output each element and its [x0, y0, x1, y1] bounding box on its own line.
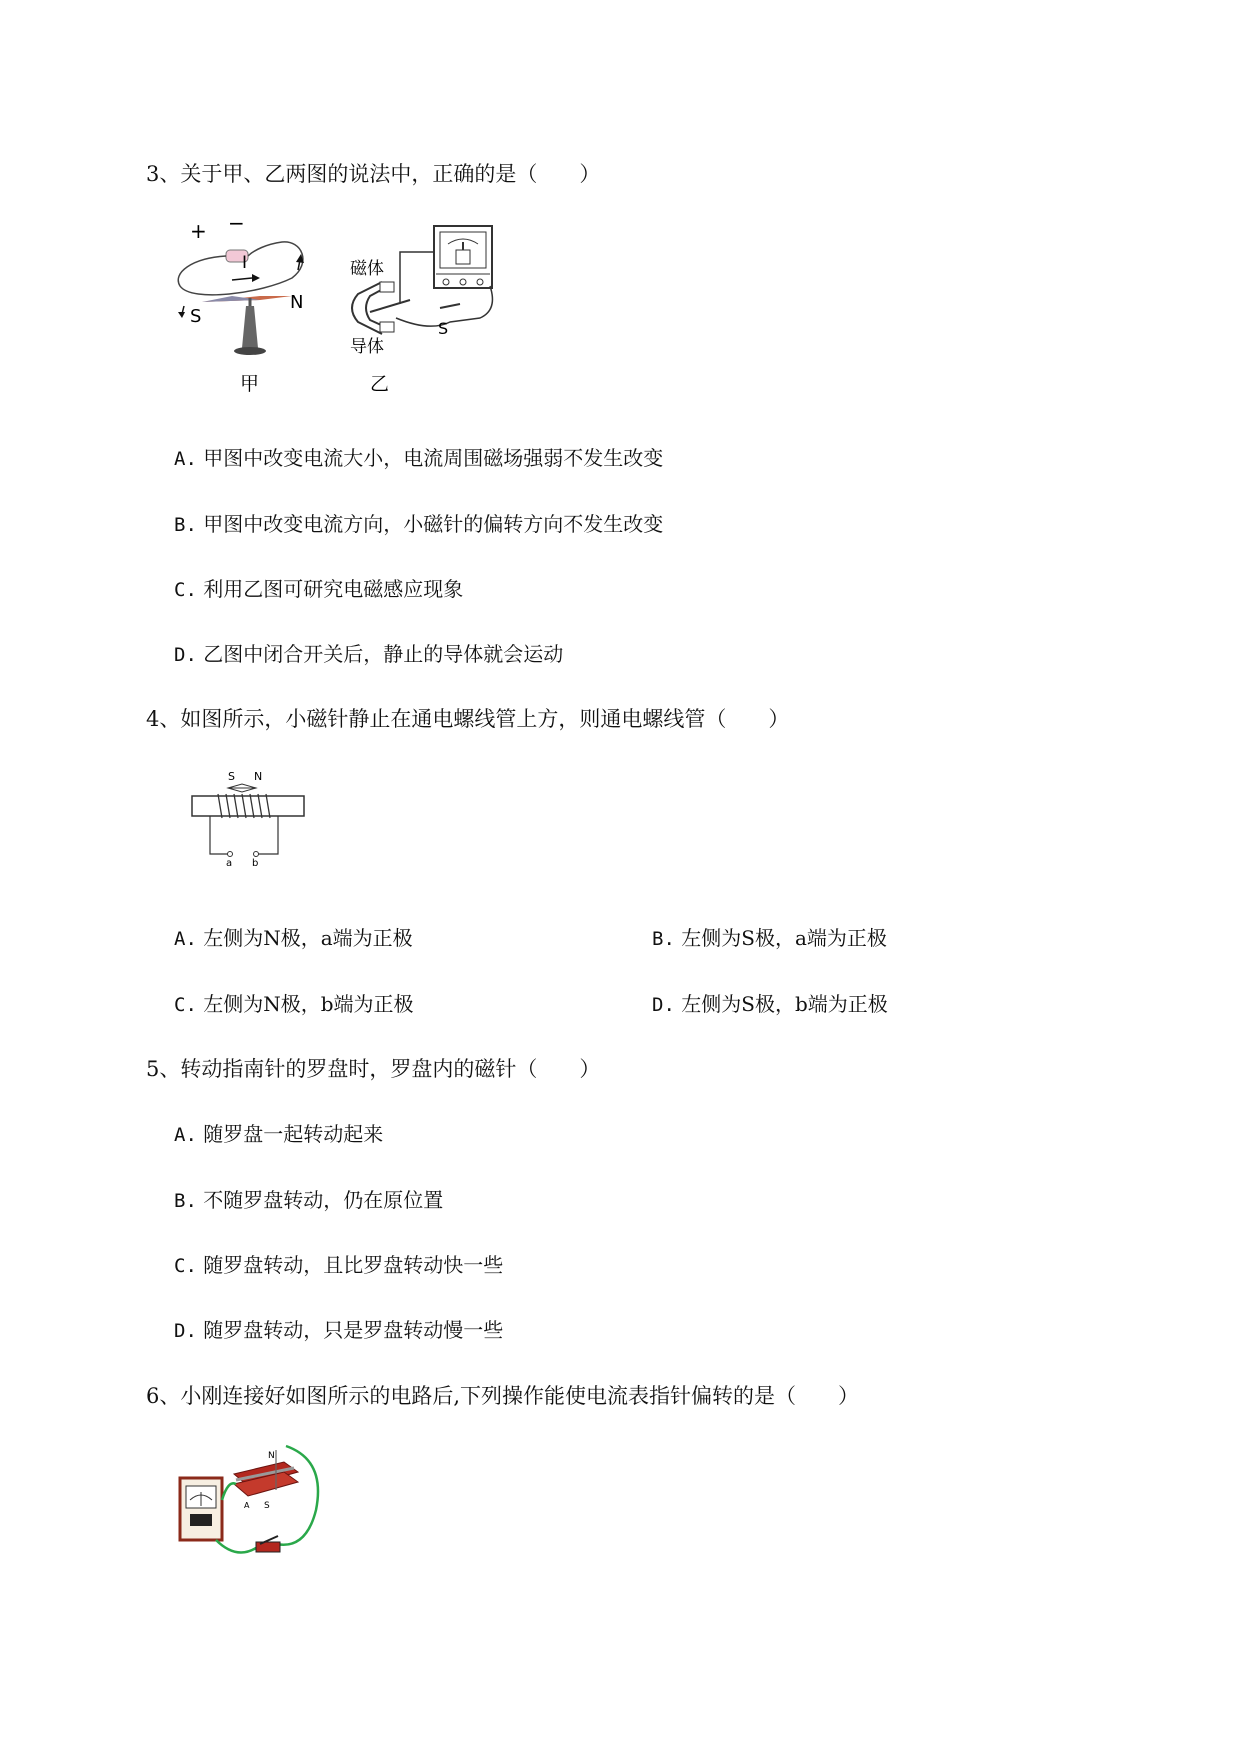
- question-5-stem: 5、转动指南针的罗盘时，罗盘内的磁针（ ）: [146, 1057, 601, 1081]
- q5-option-d[interactable]: D. 随罗盘转动，只是罗盘转动慢一些: [174, 1318, 504, 1342]
- terminal-b-label: b: [252, 858, 259, 868]
- conductor-label: 导体: [350, 337, 384, 357]
- solenoid-core: [192, 796, 304, 816]
- needle-s-label: S: [228, 770, 235, 783]
- n-pole-label: N: [290, 292, 304, 313]
- terminal-a: [228, 852, 233, 857]
- q3-option-c[interactable]: C. 利用乙图可研究电磁感应现象: [174, 577, 464, 601]
- s-pole-label: S: [190, 306, 202, 327]
- q4-option-b[interactable]: B. 左侧为S极，a端为正极: [652, 926, 887, 950]
- figure-solenoid: [188, 768, 318, 868]
- terminal-b: [254, 852, 259, 857]
- question-6-stem: 6、小刚连接好如图所示的电路后,下列操作能使电流表指针偏转的是（ ）: [146, 1384, 860, 1408]
- question-4-stem: 4、如图所示，小磁针静止在通电螺线管上方，则通电螺线管（ ）: [146, 707, 790, 731]
- conductor-rod: [370, 300, 410, 312]
- question-3-stem: 3、关于甲、乙两图的说法中，正确的是（ ）: [146, 162, 601, 186]
- q5-option-b[interactable]: B. 不随罗盘转动，仍在原位置: [174, 1188, 444, 1212]
- magnet-n-label: N: [268, 1451, 275, 1461]
- figure-jia-oersted-experiment: [172, 208, 322, 408]
- current-arrow-icon: [252, 274, 260, 282]
- switch-icon: [256, 1542, 280, 1552]
- needle-stand: [234, 347, 266, 355]
- switch-icon: [440, 304, 460, 308]
- q3-option-b[interactable]: B. 甲图中改变电流方向，小磁针的偏转方向不发生改变: [174, 512, 664, 536]
- horseshoe-magnet-icon: [380, 282, 394, 292]
- switch-label: S: [438, 319, 449, 338]
- figure-yi-induction-experiment: [340, 222, 520, 408]
- q5-option-a[interactable]: A. 随罗盘一起转动起来: [174, 1122, 384, 1146]
- magnet-s-label: S: [264, 1501, 270, 1511]
- magnet-label: 磁体: [350, 259, 384, 279]
- rod-a-label: A: [244, 1501, 250, 1510]
- needle-n-label: N: [254, 770, 263, 783]
- minus-sign: −: [228, 211, 245, 235]
- q5-option-c[interactable]: C. 随罗盘转动，且比罗盘转动快一些: [174, 1253, 504, 1277]
- q4-option-d[interactable]: D. 左侧为S极，b端为正极: [652, 992, 888, 1016]
- figure-induction-circuit: [176, 1440, 336, 1570]
- terminal-a-label: a: [226, 858, 233, 868]
- q4-option-a[interactable]: A. 左侧为N极，a端为正极: [174, 926, 413, 950]
- q3-option-d[interactable]: D. 乙图中闭合开关后，静止的导体就会运动: [174, 642, 564, 666]
- plus-sign: +: [190, 219, 207, 243]
- green-wire: [276, 1446, 318, 1545]
- figure-yi-caption: 乙: [370, 373, 390, 395]
- q4-option-c[interactable]: C. 左侧为N极，b端为正极: [174, 992, 414, 1016]
- current-label: I: [242, 253, 248, 273]
- q3-option-a[interactable]: A. 甲图中改变电流大小，电流周围磁场强弱不发生改变: [174, 446, 664, 470]
- figure-jia-caption: 甲: [240, 373, 260, 395]
